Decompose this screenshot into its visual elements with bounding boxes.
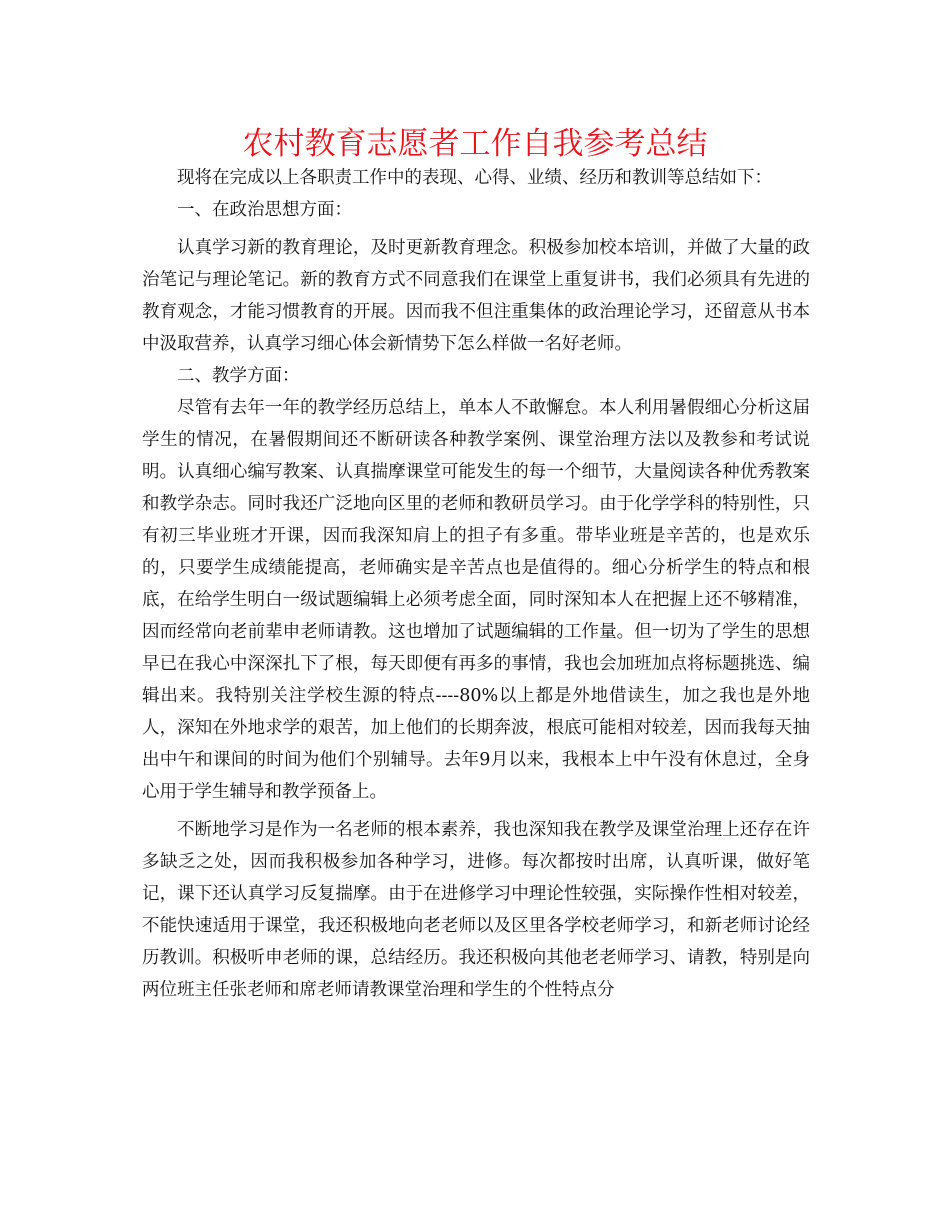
paragraph-teaching: 尽管有去年一年的教学经历总结上，单本人不敢懈怠。本人利用暑假细心分析这届学生的情况，在暑假期间还不断研读各种教学案例、课堂治理方法以及教参和考试说明。认真细心编写教案、认真揣摩课堂可能发生的每一个细节，大量阅读各种优秀教案和教学杂志。同时我还广泛地向区里的老师和教研员学习。由于化学学科的特别性，只有初三毕业班才开课，因而我深知肩上的担子有多重。带毕业班是辛苦的，也是欢乐的，只要学生成绩能提高，老师确实是辛苦点也是值得的。细心分析学生的特点和根底，在给学生明白一级试题编辑上必须考虑全面，同时深知本人在把握上还不够精准，因而经常向老前辈申老师请教。这也增加了试题编辑的工作量。但一切为了学生的思想早已在我心中深深扎下了根，每天即便有再多的事情，我也会加班加点将标题挑选、编辑出来。我特别关注学校生源的特点----80%以上都是外地借读生，加之我也是外地人，深知在外地求学的艰苦，加上他们的长期奔波，根底可能相对较差，因而我每天抽出中午和课间的时间为他们个别辅导。去年9月以来，我根本上中午没有休息过，全身心用于学生辅导和教学预备上。 — [142, 398, 810, 802]
paragraph-learning: 不断地学习是作为一名老师的根本素养，我也深知我在教学及课堂治理上还存在许多缺乏之处，因而我积极参加各种学习，进修。每次都按时出席，认真听课，做好笔记，课下还认真学习反复揣摩。由于在进修学习中理论性较强，实际操作性相对较差，不能快速适用于课堂，我还积极地向老老师以及区里各学校老师学习，和新老师讨论经历教训。积极听申老师的课，总结经历。我还积极向其他老老师学习、请教，特别是向两位班主任张老师和席老师请教课堂治理和学生的个性特点分 — [142, 820, 810, 1000]
heading-teaching: 二、教学方面： — [177, 366, 300, 386]
document-body — [142, 162, 810, 1006]
heading-political: 一、在政治思想方面： — [177, 200, 352, 220]
paragraph-political: 认真学习新的教育理论，及时更新教育理念。积极参加校本培训，并做了大量的政治笔记与理论笔记。新的教育方式不同意我们在课堂上重复讲书，我们必须具有先进的教育观念，才能习惯教育的开展。因而我不但注重集体的政治理论学习，还留意从书本中汲取营养，认真学习细心体会新情势下怎么样做一名好老师。 — [142, 238, 810, 354]
paragraph-intro: 现将在完成以上各职责工作中的表现、心得、业绩、经历和教训等总结如下： — [177, 168, 772, 188]
document-title: 农村教育志愿者工作自我参考总结 — [242, 126, 708, 162]
